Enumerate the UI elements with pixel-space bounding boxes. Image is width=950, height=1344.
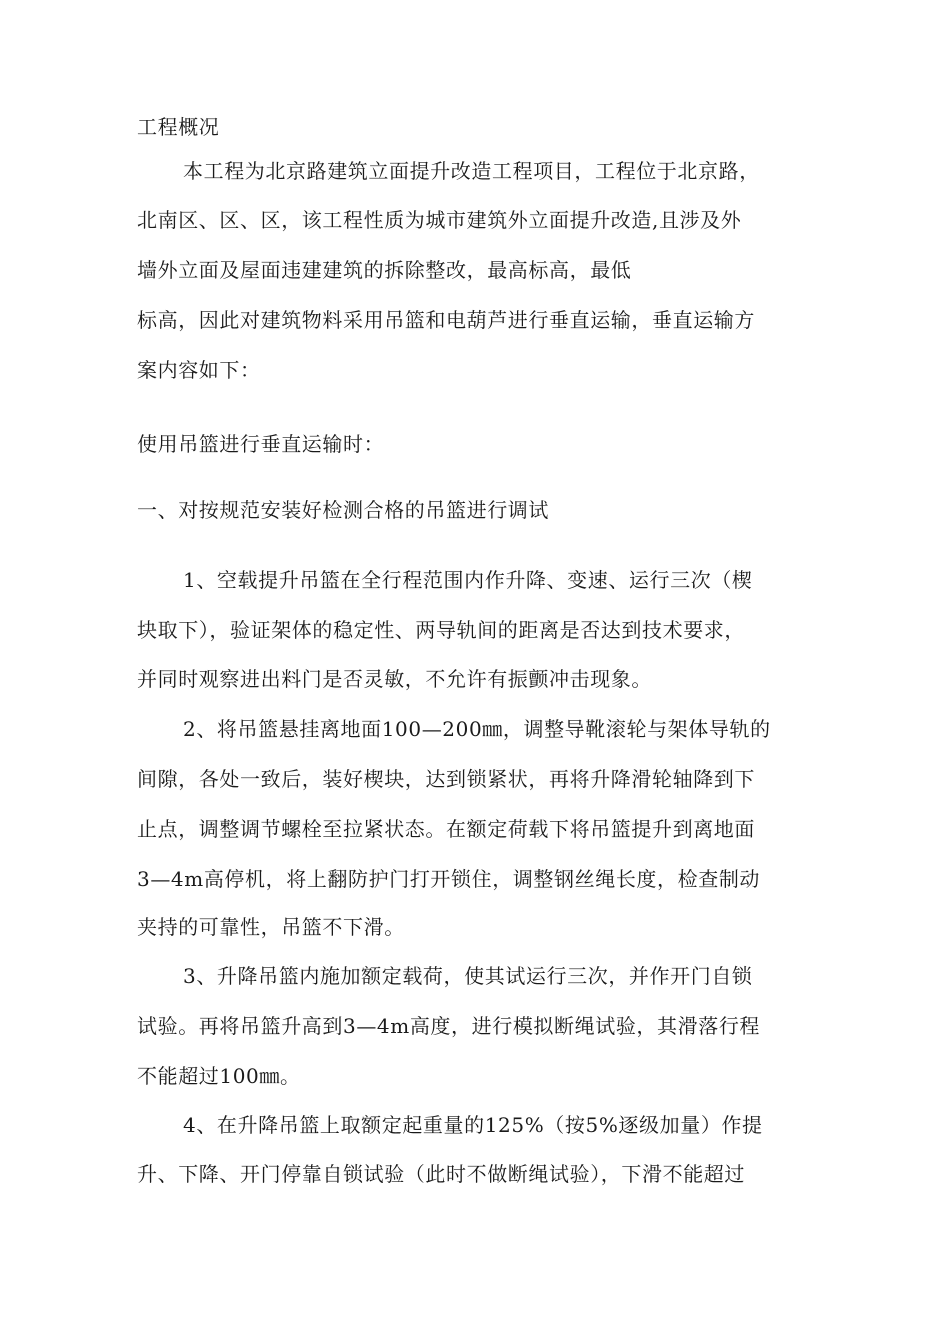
paragraph-line: 案内容如下：: [137, 358, 261, 382]
list-item-line: 止点，调整调节螺栓至拉紧状态。在额定荷载下将吊篮提升到离地面: [137, 817, 755, 841]
list-item-line: 并同时观察进出料门是否灵敏，不允许有振颤冲击现象。: [137, 667, 652, 691]
list-item-line: 不能超过100㎜。: [137, 1064, 301, 1088]
list-item-line: 间隙，各处一致后，装好楔块，达到锁紧状，再将升降滑轮轴降到下: [137, 767, 755, 791]
list-item-line: 3、升降吊篮内施加额定载荷，使其试运行三次，并作开门自锁: [183, 964, 753, 988]
paragraph-line: 墙外立面及屋面违建建筑的拆除整改，最高标高，最低: [137, 258, 632, 282]
paragraph-line: 本工程为北京路建筑立面提升改造工程项目，工程位于北京路，: [183, 159, 760, 183]
list-item-line: 升、下降、开门停靠自锁试验（此时不做断绳试验），下滑不能超过: [137, 1162, 745, 1186]
list-item-line: 1、空载提升吊篮在全行程范围内作升降、变速、运行三次（楔: [183, 568, 753, 592]
list-item-line: 3—4m高停机，将上翻防护门打开锁住，调整钢丝绳长度，检查制动: [137, 867, 761, 891]
section-heading: 工程概况: [137, 115, 220, 139]
paragraph-line: 北南区、区、区，该工程性质为城市建筑外立面提升改造,且涉及外: [137, 208, 742, 232]
list-item-line: 2、将吊篮悬挂离地面100—200㎜，调整导靴滚轮与架体导轨的: [183, 717, 771, 741]
list-item-line: 块取下），验证架体的稳定性、两导轨间的距离是否达到技术要求，: [137, 618, 745, 642]
list-heading: 一、对按规范安装好检测合格的吊篮进行调试: [137, 498, 549, 522]
paragraph-line: 标高，因此对建筑物料采用吊篮和电葫芦进行垂直运输，垂直运输方: [137, 308, 755, 332]
paragraph-line: 使用吊篮进行垂直运输时：: [137, 432, 385, 456]
list-item-line: 夹持的可靠性，吊篮不下滑。: [137, 915, 405, 939]
list-item-line: 试验。再将吊篮升高到3—4m高度，进行模拟断绳试验，其滑落行程: [137, 1014, 761, 1038]
list-item-line: 4、在升降吊篮上取额定起重量的125%（按5%逐级加量）作提: [183, 1113, 763, 1137]
